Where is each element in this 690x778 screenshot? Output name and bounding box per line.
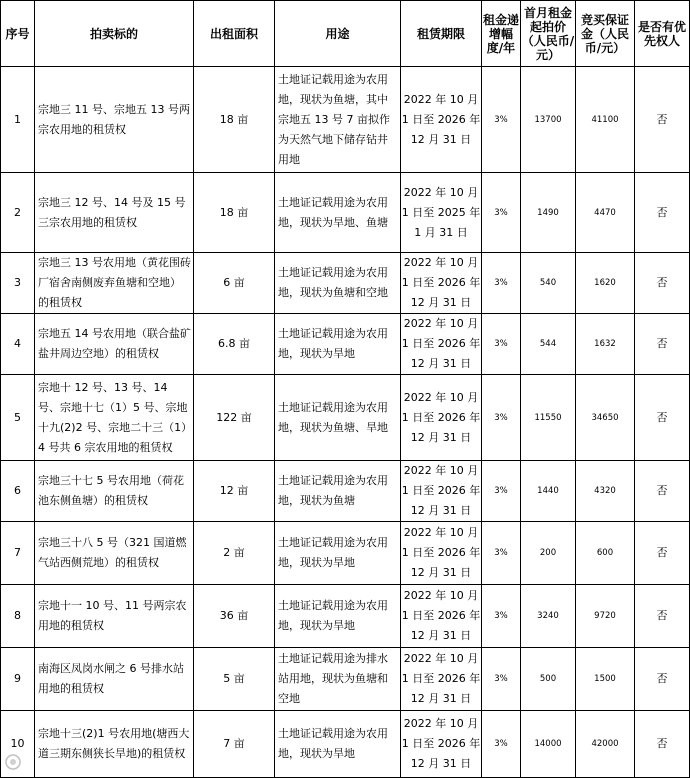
cell-area: 2 亩 bbox=[194, 522, 275, 585]
cell-priority: 否 bbox=[635, 314, 690, 375]
cell-deposit: 9720 bbox=[576, 585, 635, 648]
cell-deposit: 1500 bbox=[576, 648, 635, 711]
cell-deposit: 1620 bbox=[576, 253, 635, 314]
cell-lot: 宗地十一 10 号、11 号两宗农用地的租赁权 bbox=[35, 585, 194, 648]
cell-priority: 否 bbox=[635, 585, 690, 648]
cell-priority: 否 bbox=[635, 173, 690, 253]
cell-seq: 2 bbox=[1, 173, 35, 253]
cell-first-rent: 544 bbox=[521, 314, 576, 375]
cell-priority: 否 bbox=[635, 711, 690, 778]
cell-priority: 否 bbox=[635, 375, 690, 461]
header-first-rent: 首月租金起拍价（人民币/元） bbox=[521, 1, 576, 67]
cell-area: 18 亩 bbox=[194, 173, 275, 253]
cell-seq: 3 bbox=[1, 253, 35, 314]
table-row bbox=[1, 375, 690, 461]
cell-area: 122 亩 bbox=[194, 375, 275, 461]
cell-use: 土地证记载用途为农用地，现状为鱼塘和空地 bbox=[275, 253, 401, 314]
cell-area: 36 亩 bbox=[194, 585, 275, 648]
cell-lot: 宗地三十七 5 号农用地（荷花池东侧鱼塘）的租赁权 bbox=[35, 461, 194, 522]
cell-seq: 6 bbox=[1, 461, 35, 522]
cell-first-rent: 3240 bbox=[521, 585, 576, 648]
header-use: 用途 bbox=[275, 1, 401, 67]
cell-area: 6 亩 bbox=[194, 253, 275, 314]
table-row bbox=[1, 253, 690, 314]
cell-priority: 否 bbox=[635, 461, 690, 522]
header-priority: 是否有优先权人 bbox=[635, 1, 690, 67]
cell-term: 2022 年 10 月 1 日至 2026 年 12 月 31 日 bbox=[401, 253, 482, 314]
cell-seq: 1 bbox=[1, 67, 35, 173]
table-row bbox=[1, 648, 690, 711]
table-row bbox=[1, 173, 690, 253]
cell-increase: 3% bbox=[482, 314, 521, 375]
table-row bbox=[1, 461, 690, 522]
cell-seq: 7 bbox=[1, 522, 35, 585]
cell-term: 2022 年 10 月 1 日至 2026 年 12 月 31 日 bbox=[401, 648, 482, 711]
cell-seq: 4 bbox=[1, 314, 35, 375]
cell-lot: 宗地十三(2)1 号农用地(塘西大道三期东侧狭长旱地)的租赁权 bbox=[35, 711, 194, 778]
cell-lot: 宗地五 14 号农用地（联合盐矿盐井周边空地）的租赁权 bbox=[35, 314, 194, 375]
cell-lot: 宗地三 12 号、14 号及 15 号三宗农用地的租赁权 bbox=[35, 173, 194, 253]
cell-deposit: 4470 bbox=[576, 173, 635, 253]
cell-lot: 宗地三 13 号农用地（黄花围砖厂宿舍南侧废弃鱼塘和空地）的租赁权 bbox=[35, 253, 194, 314]
cell-first-rent: 540 bbox=[521, 253, 576, 314]
cell-term: 2022 年 10 月 1 日至 2026 年 12 月 31 日 bbox=[401, 375, 482, 461]
cell-first-rent: 200 bbox=[521, 522, 576, 585]
cell-priority: 否 bbox=[635, 67, 690, 173]
cell-deposit: 41100 bbox=[576, 67, 635, 173]
cell-first-rent: 13700 bbox=[521, 67, 576, 173]
cell-use: 土地证记载用途为农用地，现状为鱼塘、旱地 bbox=[275, 375, 401, 461]
header-area: 出租面积 bbox=[194, 1, 275, 67]
cell-deposit: 1632 bbox=[576, 314, 635, 375]
header-row bbox=[1, 1, 690, 67]
cell-increase: 3% bbox=[482, 648, 521, 711]
cell-seq: 10 bbox=[1, 711, 35, 778]
cell-area: 5 亩 bbox=[194, 648, 275, 711]
header-deposit: 竞买保证金（人民币/元） bbox=[576, 1, 635, 67]
cell-use: 土地证记载用途为农用地，现状为旱地 bbox=[275, 585, 401, 648]
cell-area: 6.8 亩 bbox=[194, 314, 275, 375]
cell-increase: 3% bbox=[482, 173, 521, 253]
cell-term: 2022 年 10 月 1 日至 2026 年 12 月 31 日 bbox=[401, 522, 482, 585]
cell-deposit: 600 bbox=[576, 522, 635, 585]
cell-lot: 宗地三十八 5 号（321 国道燃气站西侧荒地）的租赁权 bbox=[35, 522, 194, 585]
table-row bbox=[1, 585, 690, 648]
cell-term: 2022 年 10 月 1 日至 2026 年 12 月 31 日 bbox=[401, 314, 482, 375]
cell-deposit: 4320 bbox=[576, 461, 635, 522]
cell-use: 土地证记载用途为农用地，现状为鱼塘，其中宗地五 13 号 7 亩拟作为天然气地下储存钻井用地 bbox=[275, 67, 401, 173]
cell-use: 土地证记载用途为农用地，现状为旱地、鱼塘 bbox=[275, 173, 401, 253]
table-row bbox=[1, 67, 690, 173]
cell-first-rent: 500 bbox=[521, 648, 576, 711]
cell-use: 土地证记载用途为农用地，现状为旱地 bbox=[275, 314, 401, 375]
cell-term: 2022 年 10 月 1 日至 2026 年 12 月 31 日 bbox=[401, 461, 482, 522]
cell-increase: 3% bbox=[482, 67, 521, 173]
cell-term: 2022 年 10 月 1 日至 2026 年 12 月 31 日 bbox=[401, 585, 482, 648]
cell-deposit: 34650 bbox=[576, 375, 635, 461]
header-increase: 租金递增幅度/年 bbox=[482, 1, 521, 67]
table-row bbox=[1, 314, 690, 375]
header-term: 租赁期限 bbox=[401, 1, 482, 67]
cell-increase: 3% bbox=[482, 711, 521, 778]
cell-priority: 否 bbox=[635, 648, 690, 711]
cell-increase: 3% bbox=[482, 375, 521, 461]
table-row bbox=[1, 522, 690, 585]
cell-lot: 南海区凤岗水闸之 6 号排水站用地的租赁权 bbox=[35, 648, 194, 711]
cell-first-rent: 14000 bbox=[521, 711, 576, 778]
cell-first-rent: 11550 bbox=[521, 375, 576, 461]
cell-seq: 9 bbox=[1, 648, 35, 711]
cell-seq: 8 bbox=[1, 585, 35, 648]
cell-area: 12 亩 bbox=[194, 461, 275, 522]
cell-area: 18 亩 bbox=[194, 67, 275, 173]
cell-deposit: 42000 bbox=[576, 711, 635, 778]
table-row bbox=[1, 711, 690, 778]
cell-increase: 3% bbox=[482, 522, 521, 585]
cell-term: 2022 年 10 月 1 日至 2025 年 1 月 31 日 bbox=[401, 173, 482, 253]
cell-use: 土地证记载用途为排水站用地，现状为鱼塘和空地 bbox=[275, 648, 401, 711]
cell-lot: 宗地十 12 号、13 号、14 号、宗地十七（1）5 号、宗地十九(2)2 号、宗地二十三（1）4 号共 6 宗农用地的租赁权 bbox=[35, 375, 194, 461]
cell-seq: 5 bbox=[1, 375, 35, 461]
cell-use: 土地证记载用途为农用地，现状为旱地 bbox=[275, 522, 401, 585]
cell-term: 2022 年 10 月 1 日至 2026 年 12 月 31 日 bbox=[401, 711, 482, 778]
cell-area: 7 亩 bbox=[194, 711, 275, 778]
cell-increase: 3% bbox=[482, 461, 521, 522]
cell-increase: 3% bbox=[482, 253, 521, 314]
cell-first-rent: 1440 bbox=[521, 461, 576, 522]
cell-priority: 否 bbox=[635, 522, 690, 585]
cell-first-rent: 1490 bbox=[521, 173, 576, 253]
cell-use: 土地证记载用途为农用地，现状为鱼塘 bbox=[275, 461, 401, 522]
cell-term: 2022 年 10 月 1 日至 2026 年 12 月 31 日 bbox=[401, 67, 482, 173]
cell-increase: 3% bbox=[482, 585, 521, 648]
cell-priority: 否 bbox=[635, 253, 690, 314]
cell-use: 土地证记载用途为农用地，现状为旱地 bbox=[275, 711, 401, 778]
header-lot: 拍卖标的 bbox=[35, 1, 194, 67]
header-seq: 序号 bbox=[1, 1, 35, 67]
cell-lot: 宗地三 11 号、宗地五 13 号两宗农用地的租赁权 bbox=[35, 67, 194, 173]
